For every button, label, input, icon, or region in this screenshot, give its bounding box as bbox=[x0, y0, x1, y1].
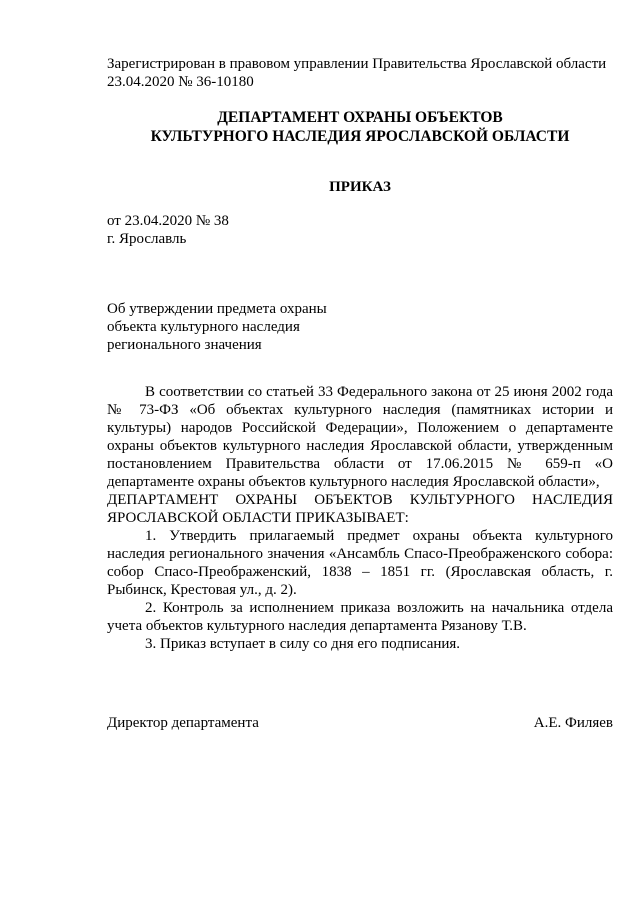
orders-line-2: ЯРОСЛАВСКОЙ ОБЛАСТИ ПРИКАЗЫВАЕТ: bbox=[107, 510, 409, 526]
document-body bbox=[107, 383, 613, 653]
registration-stamp bbox=[107, 55, 613, 91]
signatory-position: Директор департамента bbox=[107, 715, 259, 731]
city: г. Ярославль bbox=[107, 231, 187, 247]
department-heading bbox=[107, 108, 613, 147]
document-subject bbox=[107, 300, 613, 354]
orders-line-1: ДЕПАРТАМЕНТ ОХРАНЫ ОБЪЕКТОВ КУЛЬТУРНОГО НАСЛЕДИЯ bbox=[107, 492, 613, 508]
order-item-3: 3. Приказ вступает в силу со дня его подписания. bbox=[145, 636, 461, 652]
preamble-paragraph: В соответствии со статьей 33 Федерального закона от 25 июня 2002 года № 73-ФЗ «Об объектах культурного наследия (памятниках истории и культуры) народов Российской Федерации», Положением о департаменте охраны объектов культурного наследия Ярославской области, утвержденным постановлением Правительства области от 17.06.2015 № 659-п «О департаменте охраны объектов культурного наследия Ярославской области», bbox=[107, 384, 613, 490]
subject-line-3: регионального значения bbox=[107, 337, 262, 353]
date-number: от 23.04.2020 № 38 bbox=[107, 213, 229, 229]
subject-line-2: объекта культурного наследия bbox=[107, 319, 300, 335]
department-line-2: КУЛЬТУРНОГО НАСЛЕДИЯ ЯРОСЛАВСКОЙ ОБЛАСТИ bbox=[150, 128, 570, 146]
registration-line-1: Зарегистрирован в правовом управлении Правительства Ярославской области bbox=[107, 56, 607, 72]
document-type-title: ПРИКАЗ bbox=[329, 179, 391, 195]
signatory-name: А.Е. Филяев bbox=[533, 715, 613, 731]
department-line-1: ДЕПАРТАМЕНТ ОХРАНЫ ОБЪЕКТОВ bbox=[217, 109, 503, 126]
signature-block bbox=[107, 714, 613, 732]
document-meta bbox=[107, 212, 613, 248]
registration-line-2: 23.04.2020 № 36-10180 bbox=[107, 74, 254, 90]
subject-line-1: Об утверждении предмета охраны bbox=[107, 301, 327, 317]
order-item-1: 1. Утвердить прилагаемый предмет охраны объекта культурного наследия регионального значения «Ансамбль Спасо-Преображенского собора: собор Спасо-Преображенский, 1838 – 1851 гг. (Ярославская область, г. Рыбинск, Крестовая ул., д. 2). bbox=[107, 528, 613, 598]
order-item-2: 2. Контроль за исполнением приказа возложить на начальника отдела учета объектов культурного наследия департамента Рязанову Т.В. bbox=[107, 600, 613, 634]
